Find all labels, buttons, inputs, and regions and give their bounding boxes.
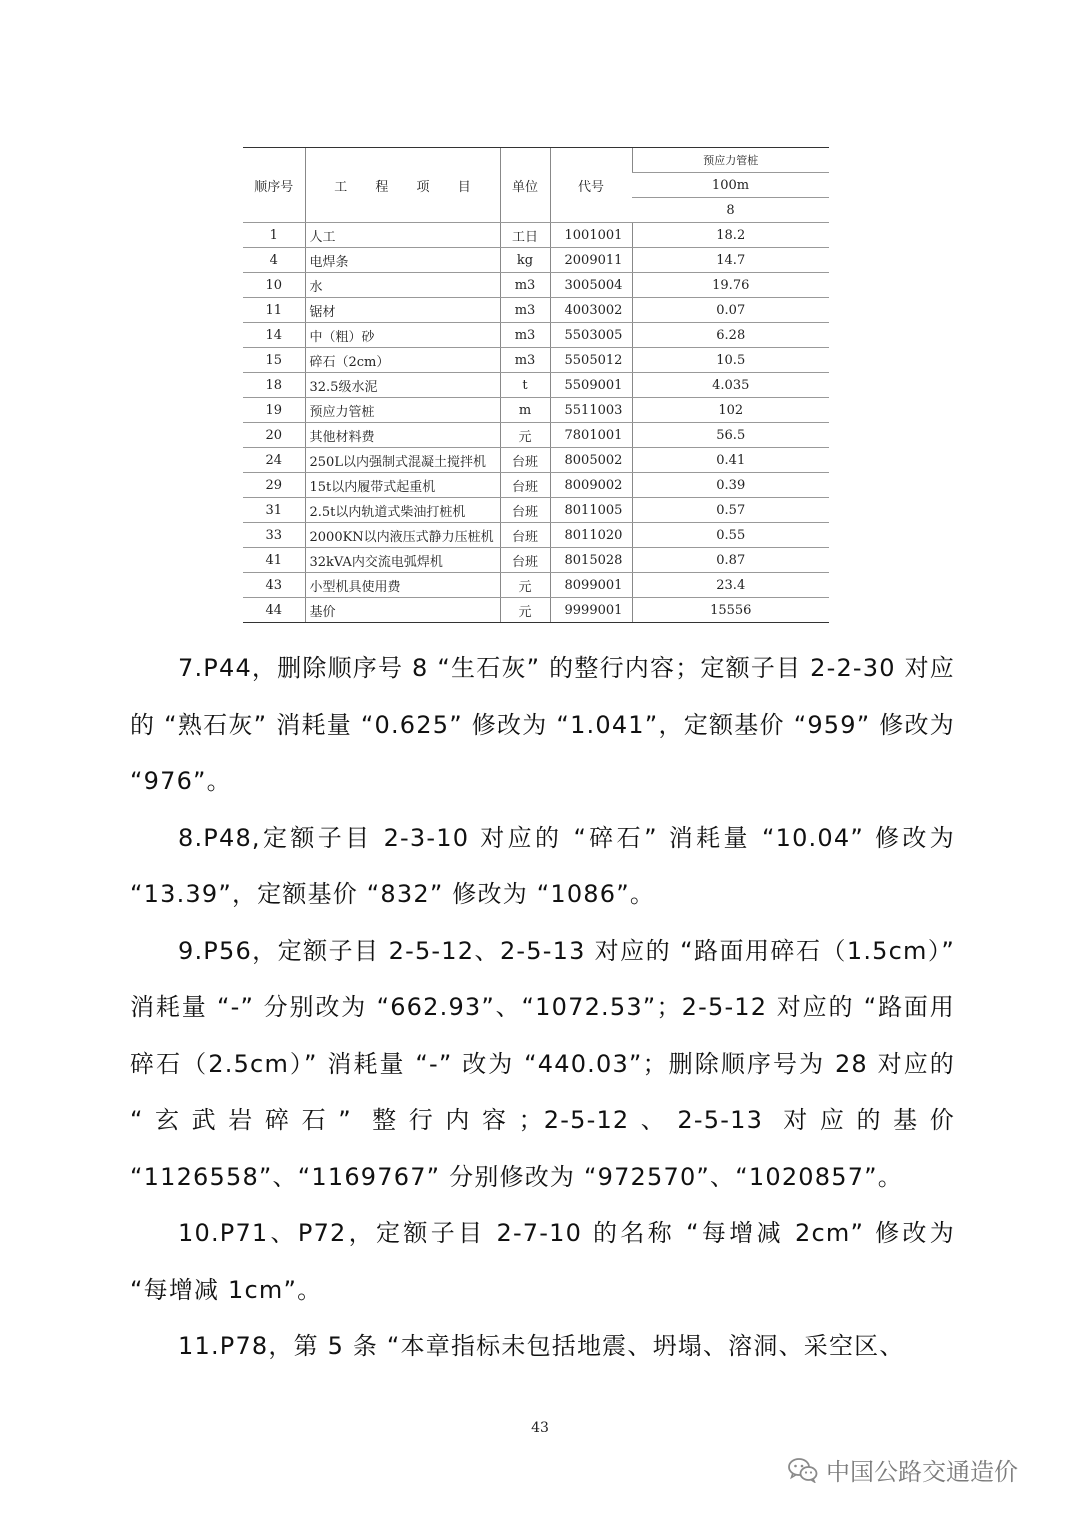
cell-value: 6.28 [632,323,829,348]
cell-seq: 14 [243,323,305,348]
cell-value: 102 [632,398,829,423]
watermark [788,1452,1018,1487]
paragraph-9: 9.P56，定额子目 2-5-12、2-5-13 对应的 “路面用碎石（1.5cm）” 消耗量 “-” 分别改为 “662.93”、“1072.53”；2-5-12 对应的 “路面用碎石（2.5cm）” 消耗量 “-” 改为 “440.03”；删除顺序号为 28 对应的 “玄武岩碎石” 整行内容；2-5-12、2-5-13 对应的基价 “1126558”、“1169767” 分别修改为 “972570”、“1020857”。 [130,936,955,1191]
quota-table [243,147,829,623]
cell-unit: t [500,373,550,398]
paragraph-7: 7.P44，删除顺序号 8 “生石灰” 的整行内容；定额子目 2-2-30 对应的 “熟石灰” 消耗量 “0.625” 修改为 “1.041”，定额基价 “959” 修改为 “976”。 [130,654,955,795]
table-row [243,548,829,573]
cell-unit: m3 [500,348,550,373]
table-row [243,373,829,398]
cell-code: 2009011 [550,248,632,273]
cell-seq: 18 [243,373,305,398]
cell-name: 2.5t以内轨道式柴油打桩机 [305,498,500,523]
header-pile-type: 预应力管桩 [632,148,829,173]
table-row [243,573,829,598]
cell-name: 预应力管桩 [305,398,500,423]
cell-code: 9999001 [550,598,632,623]
cell-code: 8015028 [550,548,632,573]
cell-unit: 元 [500,423,550,448]
cell-code: 5509001 [550,373,632,398]
cell-name: 水 [305,273,500,298]
table-row [243,298,829,323]
header-seq: 顺序号 [243,148,305,223]
table-row [243,323,829,348]
header-pile-unit: 100m [632,173,829,198]
cell-value: 19.76 [632,273,829,298]
cell-seq: 24 [243,448,305,473]
cell-value: 18.2 [632,223,829,248]
table-row [243,523,829,548]
table-row [243,223,829,248]
cell-code: 8009002 [550,473,632,498]
cell-value: 15556 [632,598,829,623]
cell-seq: 1 [243,223,305,248]
paragraph-11: 11.P78，第 5 条 “本章指标未包括地震、坍塌、溶洞、采空区、 [178,1332,905,1360]
cell-seq: 29 [243,473,305,498]
cell-value: 0.41 [632,448,829,473]
cell-code: 5503005 [550,323,632,348]
cell-seq: 44 [243,598,305,623]
cell-value: 0.39 [632,473,829,498]
watermark-text: 中国公路交通造价 [826,1458,1018,1486]
cell-code: 8011020 [550,523,632,548]
table-row [243,273,829,298]
paragraph-8: 8.P48,定额子目 2-3-10 对应的 “碎石” 消耗量 “10.04” 修改为 “13.39”，定额基价 “832” 修改为 “1086”。 [130,823,955,908]
body-text [130,640,955,1375]
cell-seq: 41 [243,548,305,573]
table-row [243,348,829,373]
cell-value: 4.035 [632,373,829,398]
cell-value: 10.5 [632,348,829,373]
cell-code: 8005002 [550,448,632,473]
cell-unit: 台班 [500,473,550,498]
cell-value: 14.7 [632,248,829,273]
header-code: 代号 [550,148,632,223]
cell-unit: 元 [500,573,550,598]
cell-value: 0.87 [632,548,829,573]
cell-code: 7801001 [550,423,632,448]
cell-code: 5505012 [550,348,632,373]
cell-seq: 11 [243,298,305,323]
cell-unit: m3 [500,323,550,348]
cell-code: 3005004 [550,273,632,298]
paragraph-10: 10.P71、P72，定额子目 2-7-10 的名称 “每增减 2cm” 修改为 “每增减 1cm”。 [130,1219,955,1304]
cell-value: 0.57 [632,498,829,523]
cell-name: 2000KN以内液压式静力压桩机 [305,523,500,548]
cell-unit: 台班 [500,548,550,573]
cell-seq: 20 [243,423,305,448]
cell-name: 锯材 [305,298,500,323]
cell-name: 人工 [305,223,500,248]
cell-seq: 33 [243,523,305,548]
cell-unit: 元 [500,598,550,623]
cell-seq: 4 [243,248,305,273]
cell-seq: 31 [243,498,305,523]
cell-name: 基价 [305,598,500,623]
cell-unit: 台班 [500,448,550,473]
table-row [243,423,829,448]
cell-value: 0.55 [632,523,829,548]
cell-unit: m3 [500,273,550,298]
cell-name: 其他材料费 [305,423,500,448]
table-row [243,598,829,623]
cell-unit: 工日 [500,223,550,248]
cell-seq: 19 [243,398,305,423]
cell-unit: 台班 [500,498,550,523]
table-row [243,473,829,498]
cell-code: 1001001 [550,223,632,248]
cell-name: 碎石（2cm） [305,348,500,373]
cell-value: 56.5 [632,423,829,448]
cell-seq: 15 [243,348,305,373]
table-row [243,248,829,273]
cell-seq: 43 [243,573,305,598]
header-pile-no: 8 [632,198,829,223]
header-item: 工 程 项 目 [305,148,500,223]
cell-unit: kg [500,248,550,273]
cell-value: 23.4 [632,573,829,598]
cell-seq: 10 [243,273,305,298]
header-unit: 单位 [500,148,550,223]
page-number: 43 [531,1420,549,1436]
table-row [243,498,829,523]
table-row [243,448,829,473]
cell-name: 32kVA内交流电弧焊机 [305,548,500,573]
cell-code: 5511003 [550,398,632,423]
cell-unit: 台班 [500,523,550,548]
cell-code: 8011005 [550,498,632,523]
cell-code: 8099001 [550,573,632,598]
cell-name: 250L以内强制式混凝土搅拌机 [305,448,500,473]
cell-unit: m [500,398,550,423]
wechat-icon [788,1457,818,1483]
table-row [243,398,829,423]
cell-name: 电焊条 [305,248,500,273]
cell-value: 0.07 [632,298,829,323]
cell-name: 中（粗）砂 [305,323,500,348]
cell-name: 32.5级水泥 [305,373,500,398]
cell-unit: m3 [500,298,550,323]
cell-name: 小型机具使用费 [305,573,500,598]
cell-name: 15t以内履带式起重机 [305,473,500,498]
cell-code: 4003002 [550,298,632,323]
